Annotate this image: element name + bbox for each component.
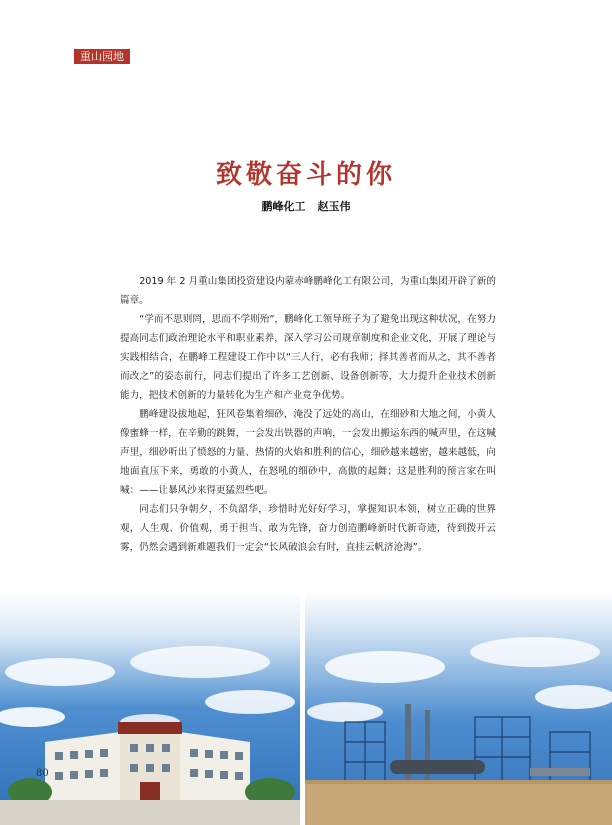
article-title: 致敬奋斗的你 <box>215 160 396 190</box>
byline <box>0 198 612 214</box>
paragraph: “学而不思则罔，思而不学则殆”，鹏峰化工领导班子为了避免出现这种状况，在努力提高同志们政治理论水平和职业素养，深入学习公司规章制度和企业文化，开展了理论与实践相结合，在鹏峰工程建设工作中以“三人行，必有我师；择其善者而从之，其不善者而改之”的姿态前行，同志们提出了许多工艺创新、设备创新等，大力提升企业技术创新能力，把技术创新的力量转化为生产和产业竞争优势。 <box>120 314 496 401</box>
byline-org: 鹏峰化工 <box>261 200 306 213</box>
paragraph: 同志们只争朝夕，不负韶华，珍惜时光好好学习，掌握知识本领，树立正确的世界观，人生观、价值观，勇于担当、敢为先锋，奋力创造鹏峰新时代新奇迹，待到拨开云雾，仍然会遇到新难题我们一定会“长风破浪会有时，直挂云帆济沧海”。 <box>120 504 496 553</box>
paragraph: 鹏峰建设拔地起，狂风卷集着细砂，淹没了远处的高山，在细砂和大地之间，小黄人像蜜蜂一样，在辛勤的跳舞，一会发出铁器的声响，一会发出搬运东西的喊声里，在这喊声里，细砂听出了愤怒的力量、热情的火焰和胜利的信心，细砂越来越密，越来越低，向地面直压下来，勇敢的小黄人，在怒吼的细砂中，高傲的起舞；这是胜利的预言家在叫喊：——让暴风沙来得更猛烈些吧。 <box>120 409 496 496</box>
plant-site-photo <box>305 592 612 825</box>
paragraph: 2019 年 2 月重山集团投资建设内蒙赤峰鹏峰化工有限公司，为重山集团开辟了新的篇章。 <box>120 276 496 306</box>
page-number: 80 <box>36 768 49 779</box>
section-tag: 重山园地 <box>74 49 130 64</box>
office-building-photo <box>0 592 300 825</box>
article-body <box>120 272 496 557</box>
byline-author: 赵玉伟 <box>317 200 351 213</box>
